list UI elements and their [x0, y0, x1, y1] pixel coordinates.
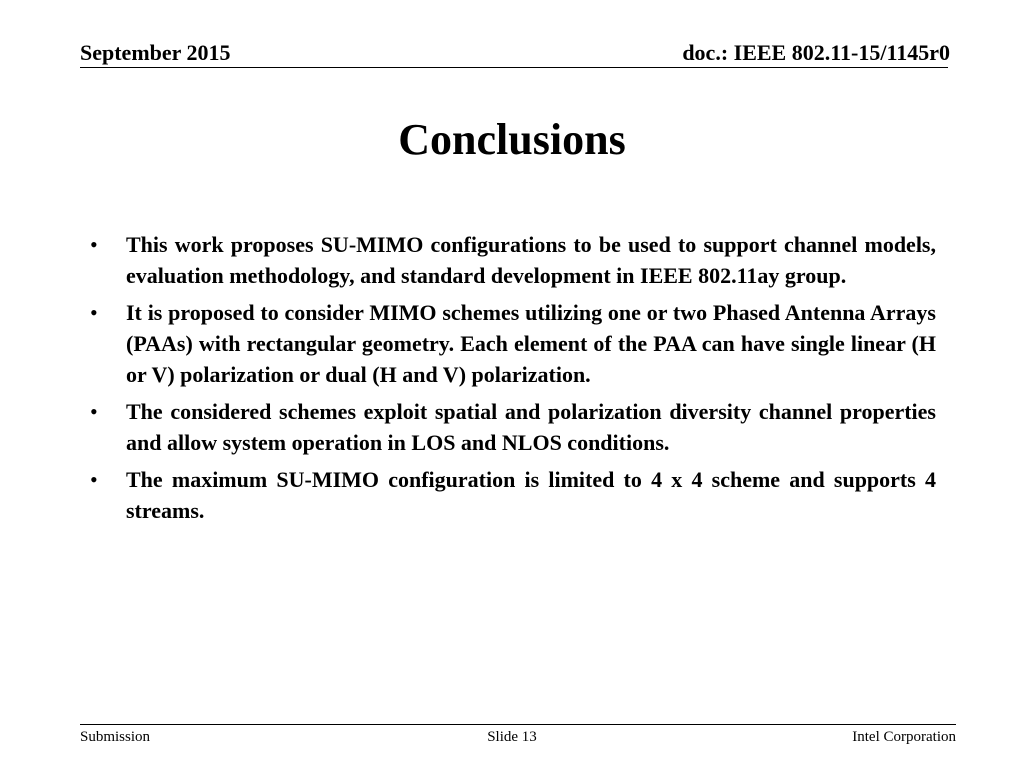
bullet-list: [90, 229, 936, 532]
bullet-item: [90, 229, 936, 291]
slide-title: Conclusions: [398, 115, 626, 164]
bullet-marker: •: [90, 232, 98, 257]
footer-company: Intel Corporation: [852, 729, 956, 745]
bullet-text: The considered schemes exploit spatial and polarization diversity channel properties and allow system operation in LOS and NLOS conditions.: [126, 399, 936, 455]
bullet-text: This work proposes SU-MIMO configurations to be used to support channel models, evaluation methodology, and standard development in IEEE 802.11ay group.: [126, 232, 936, 288]
footer-divider: [80, 724, 956, 725]
bullet-marker: •: [90, 399, 98, 424]
header-doc-id: doc.: IEEE 802.11-15/1145r0: [682, 40, 950, 65]
header-date: September 2015: [80, 40, 231, 65]
footer-slide-number: Slide 13: [487, 729, 537, 745]
bullet-item: [90, 396, 936, 458]
bullet-text: The maximum SU-MIMO configuration is limited to 4 x 4 scheme and supports 4 streams.: [126, 467, 936, 523]
bullet-marker: •: [90, 467, 98, 492]
header-divider: [80, 67, 948, 68]
bullet-item: [90, 464, 936, 526]
footer-submission: Submission: [80, 729, 151, 745]
bullet-text: It is proposed to consider MIMO schemes utilizing one or two Phased Antenna Arrays (PAAs) with rectangular geometry. Each element of the PAA can have single linear (H or V) polarization or dual (H and V) polarization.: [126, 300, 936, 387]
bullet-item: [90, 297, 936, 390]
bullet-marker: •: [90, 300, 98, 325]
